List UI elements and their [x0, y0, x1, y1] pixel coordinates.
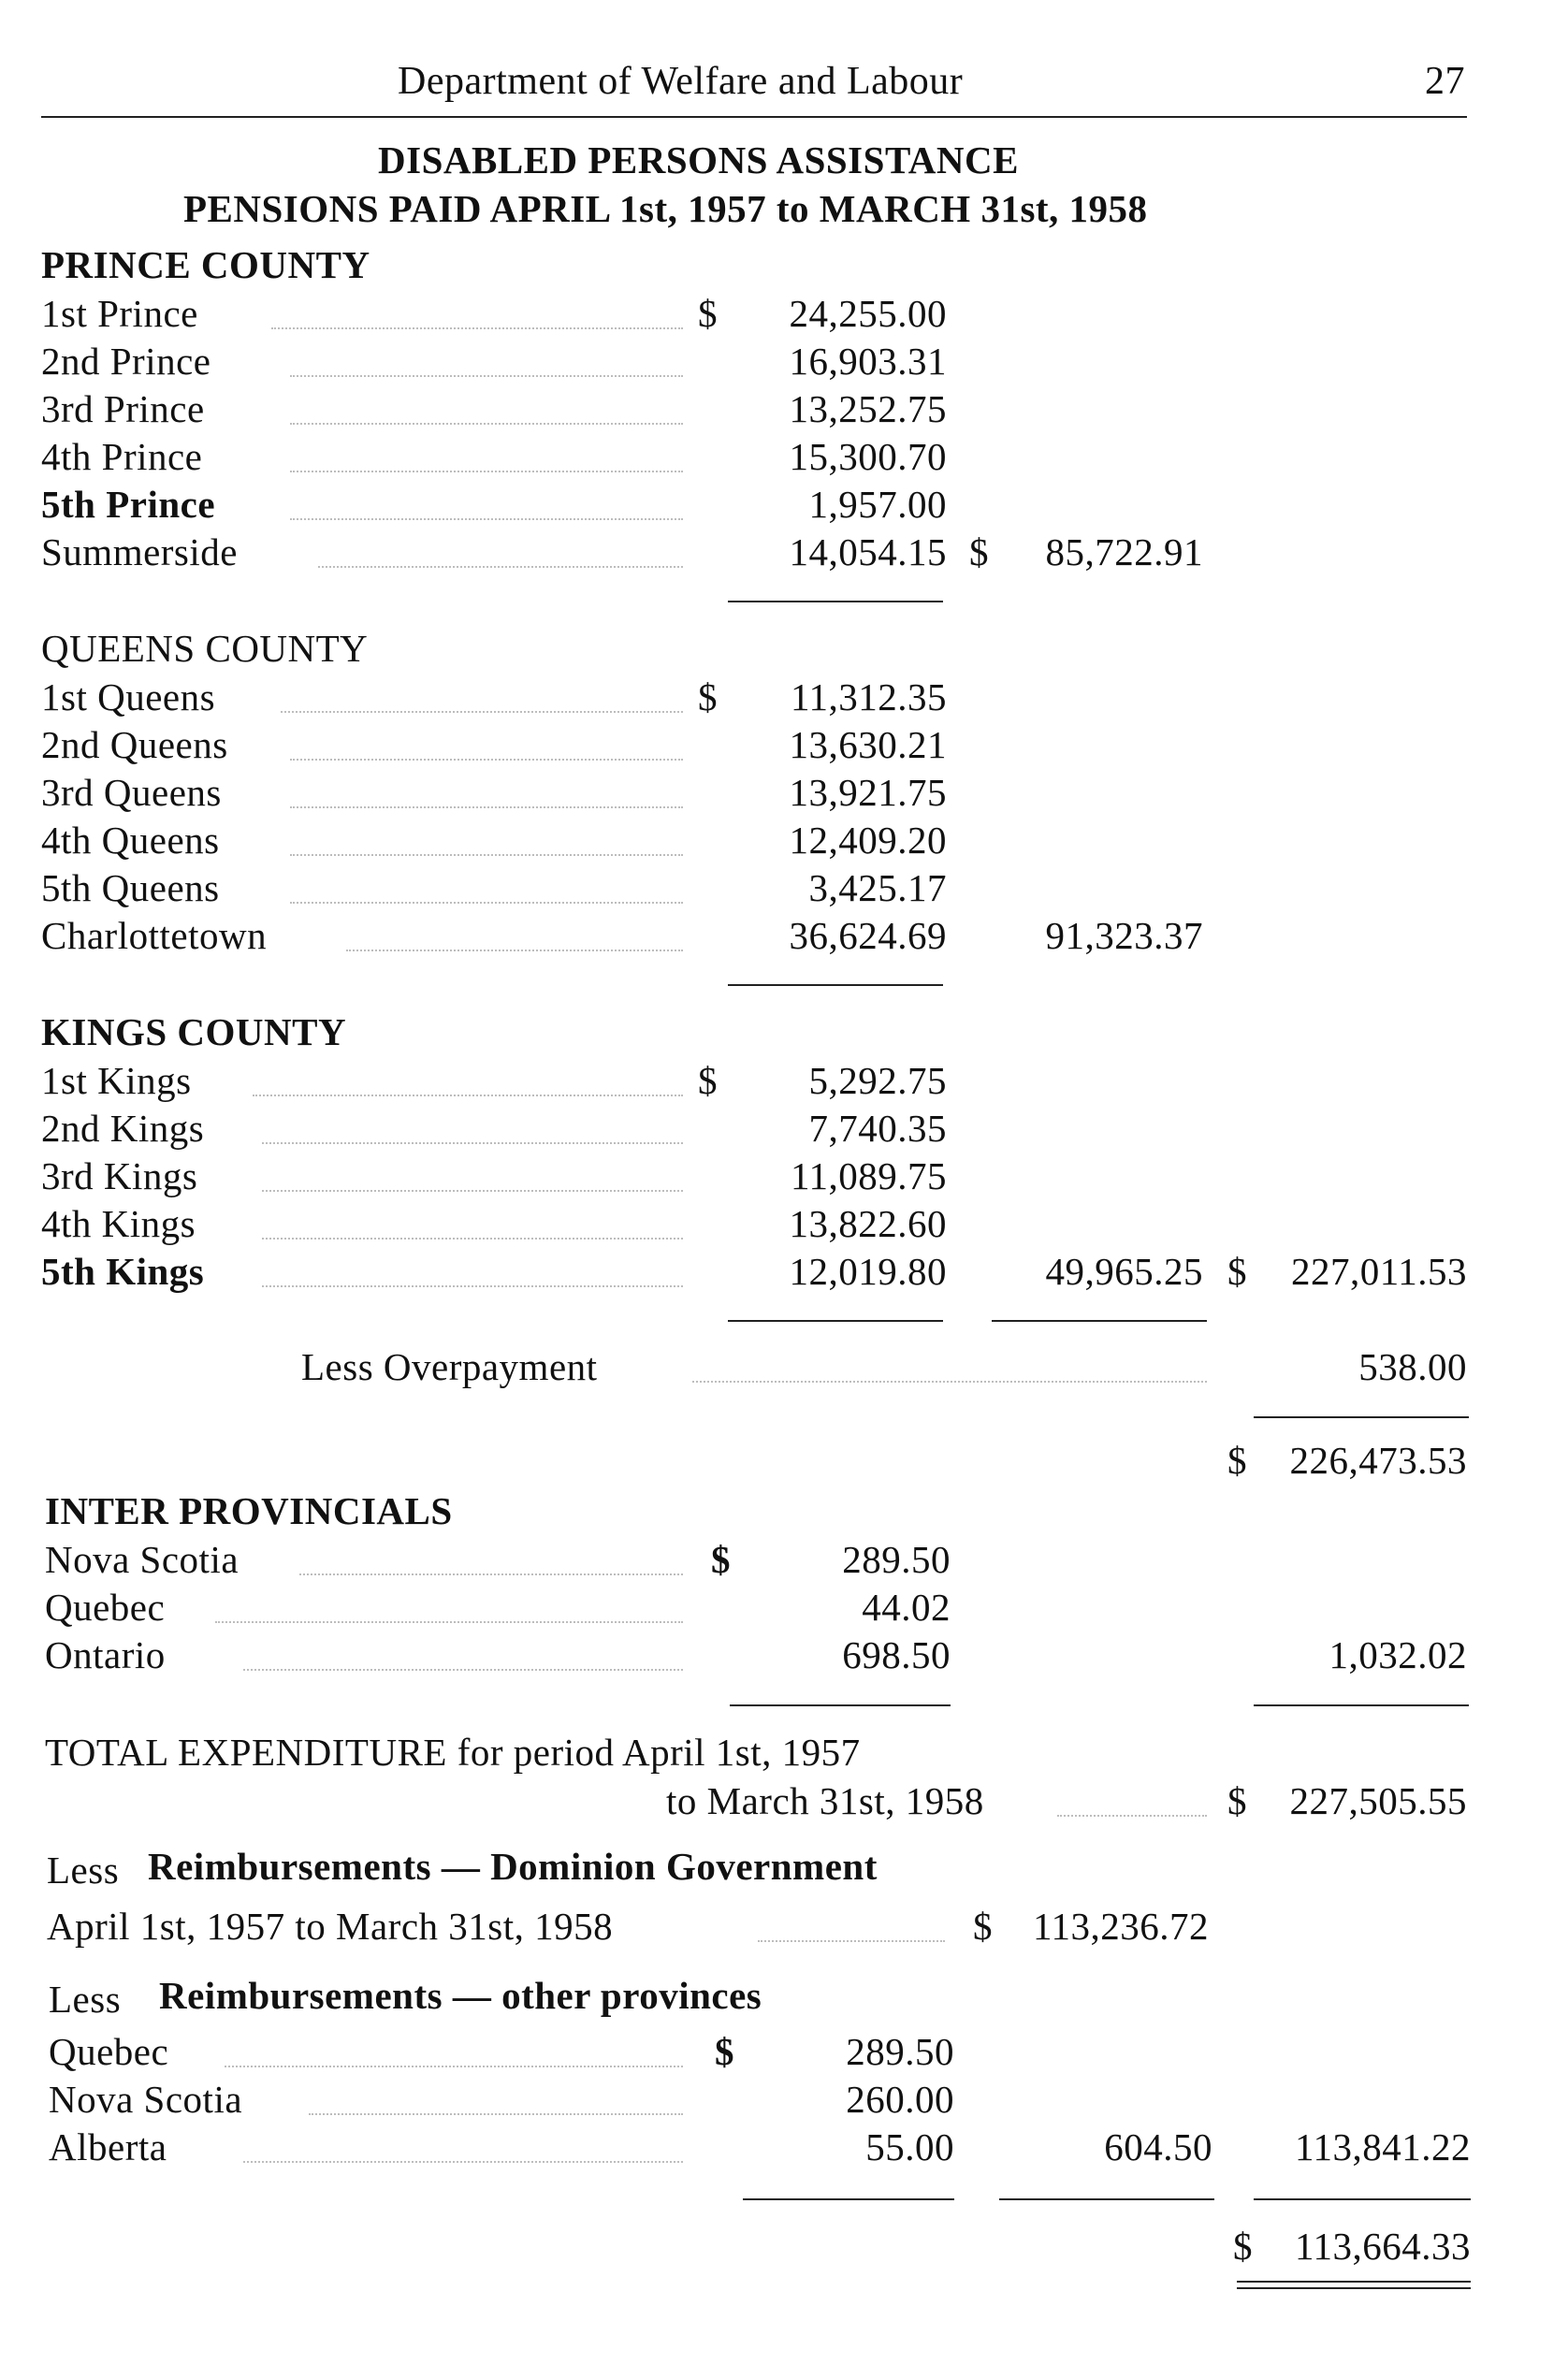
row-amount: 55.00: [865, 2125, 954, 2168]
row-label: 4th Queens: [41, 819, 220, 862]
row-amount: 3,425.17: [808, 866, 947, 909]
column-rule: [730, 1704, 951, 1706]
row-amount: 260.00: [846, 2078, 954, 2121]
net-total-amount: 226,473.53: [1289, 1439, 1467, 1482]
row-amount: 5,292.75: [808, 1059, 947, 1102]
title-line-1: DISABLED PERSONS ASSISTANCE: [378, 138, 1019, 181]
dollar-sign: $: [698, 292, 718, 335]
column-rule: [1254, 1416, 1469, 1418]
section-heading-kings: KINGS COUNTY: [41, 1010, 347, 1053]
row-amount: 13,921.75: [789, 771, 947, 814]
row-label: Nova Scotia: [49, 2078, 243, 2121]
leader-dots: [318, 566, 683, 568]
dollar-sign: $: [1233, 2225, 1253, 2268]
row-amount: 13,252.75: [789, 387, 947, 430]
leader-dots: [262, 1238, 683, 1240]
title-line-2: PENSIONS PAID APRIL 1st, 1957 to MARCH 31st, 1958: [183, 187, 1148, 230]
leader-dots: [262, 1285, 683, 1287]
double-rule: [1237, 2281, 1471, 2289]
row-label: 1st Kings: [41, 1059, 192, 1102]
ledger-row: [0, 2078, 1568, 2124]
row-amount: 44.02: [862, 1586, 951, 1629]
section-heading-inter: INTER PROVINCIALS: [45, 1489, 453, 1532]
total-amount: 227,011.53: [1291, 1250, 1467, 1293]
row-amount: 15,300.70: [789, 435, 947, 478]
row-amount: 16,903.31: [789, 340, 947, 383]
ledger-row: [0, 1059, 1568, 1106]
leader-dots: [290, 423, 683, 425]
leader-dots: [243, 2161, 683, 2163]
reimb-other-heading: Reimbursements — other provinces: [159, 1974, 762, 2017]
ledger-row: [0, 2030, 1568, 2077]
row-amount: 289.50: [842, 1538, 951, 1581]
row-label: 1st Prince: [41, 292, 198, 335]
row-amount: 24,255.00: [789, 292, 947, 335]
total-amount: 1,032.02: [1328, 1633, 1467, 1676]
row-amount: 12,019.80: [789, 1250, 947, 1293]
ledger-row: [0, 387, 1568, 434]
dollar-sign: $: [715, 2030, 734, 2073]
leader-dots: [215, 1621, 683, 1623]
ledger-row: [0, 819, 1568, 865]
expenditure-amount: 227,505.55: [1289, 1779, 1467, 1822]
row-label: Quebec: [49, 2030, 169, 2073]
dollar-sign: $: [698, 675, 718, 718]
subtotal-amount: 49,965.25: [1045, 1250, 1203, 1293]
section-heading-prince: PRINCE COUNTY: [41, 243, 370, 286]
dollar-sign: $: [698, 1059, 718, 1102]
subtotal-amount: 604.50: [1104, 2125, 1212, 2168]
overpayment-label: Less Overpayment: [301, 1345, 598, 1388]
ledger-row: [0, 1107, 1568, 1153]
expenditure-line-2: to March 31st, 1958: [666, 1779, 984, 1822]
leader-dots: [290, 902, 683, 904]
row-label: 3rd Kings: [41, 1154, 198, 1197]
ledger-row: [0, 1202, 1568, 1249]
row-amount: 11,089.75: [791, 1154, 947, 1197]
row-amount: 14,054.15: [789, 530, 947, 573]
row-label: 3rd Prince: [41, 387, 205, 430]
row-label: 1st Queens: [41, 675, 216, 718]
leader-dots: [290, 854, 683, 856]
row-amount: 12,409.20: [789, 819, 947, 862]
ledger-row: [0, 530, 1568, 577]
reimb-dominion-period: April 1st, 1957 to March 31st, 1958: [47, 1905, 614, 1948]
leader-dots: [299, 1573, 683, 1575]
ledger-row: [0, 1538, 1568, 1585]
leader-dots: [262, 1190, 683, 1192]
row-amount: 698.50: [842, 1633, 951, 1676]
row-label: 2nd Queens: [41, 723, 228, 766]
ledger-row: [0, 1586, 1568, 1632]
row-amount: 13,822.60: [789, 1202, 947, 1245]
column-rule: [1254, 2198, 1471, 2200]
leader-dots: [271, 327, 683, 329]
subtotal-amount: 91,323.37: [1045, 914, 1203, 957]
row-label: Alberta: [49, 2125, 167, 2168]
leader-dots: [225, 2066, 683, 2067]
ledger-row: [0, 1250, 1568, 1297]
row-amount: 11,312.35: [791, 675, 947, 718]
row-label: 2nd Prince: [41, 340, 211, 383]
reimb-dominion-less: Less: [47, 1849, 120, 1892]
column-rule: [728, 1320, 943, 1322]
dollar-sign: $: [711, 1538, 731, 1581]
ledger-row: [0, 2125, 1568, 2172]
ledger-row: [0, 483, 1568, 529]
ledger-row: [0, 675, 1568, 722]
dollar-sign: $: [969, 530, 989, 573]
final-amount: 113,664.33: [1295, 2225, 1471, 2268]
ledger-row: [0, 723, 1568, 770]
row-label: 3rd Queens: [41, 771, 222, 814]
reimb-other-less: Less: [49, 1978, 122, 2021]
ledger-row: [0, 435, 1568, 482]
header-rule: [41, 116, 1467, 118]
column-rule: [743, 2198, 954, 2200]
column-rule: [1254, 1704, 1469, 1706]
leader-dots: [758, 1940, 945, 1942]
column-rule: [999, 2198, 1214, 2200]
reimb-dominion-amount: 113,236.72: [1033, 1905, 1209, 1948]
subtotal-amount: 85,722.91: [1045, 530, 1203, 573]
row-label: Nova Scotia: [45, 1538, 240, 1581]
row-amount: 1,957.00: [808, 483, 947, 526]
dollar-sign: $: [1227, 1439, 1247, 1482]
ledger-row: [0, 1633, 1568, 1680]
row-amount: 7,740.35: [808, 1107, 947, 1150]
row-amount: 289.50: [846, 2030, 954, 2073]
ledger-row: [0, 292, 1568, 339]
leader-dots: [290, 759, 683, 761]
dollar-sign: $: [1227, 1250, 1247, 1293]
ledger-row: [0, 914, 1568, 961]
leader-dots: [290, 375, 683, 377]
ledger-row: [0, 866, 1568, 913]
row-label: 4th Prince: [41, 435, 203, 478]
ledger-row: [0, 1154, 1568, 1201]
leader-dots: [243, 1669, 683, 1671]
leader-dots: [290, 806, 683, 808]
row-amount: 36,624.69: [789, 914, 947, 957]
row-label: Summerside: [41, 530, 238, 573]
column-rule: [728, 984, 943, 986]
leader-dots: [692, 1381, 1207, 1383]
overpayment-row: [0, 1345, 1568, 1392]
row-label: 2nd Kings: [41, 1107, 205, 1150]
section-heading-queens: QUEENS COUNTY: [41, 627, 369, 670]
row-label: 5th Kings: [41, 1250, 205, 1293]
leader-dots: [309, 2113, 683, 2115]
leader-dots: [1057, 1815, 1207, 1817]
leader-dots: [262, 1142, 683, 1144]
row-label: Charlottetown: [41, 914, 268, 957]
page-header-title: Department of Welfare and Labour: [398, 60, 964, 103]
row-label: 4th Kings: [41, 1202, 196, 1245]
ledger-row: [0, 771, 1568, 818]
leader-dots: [290, 471, 683, 472]
expenditure-line-1: TOTAL EXPENDITURE for period April 1st, 1957: [45, 1731, 861, 1774]
dollar-sign: $: [973, 1905, 993, 1948]
leader-dots: [253, 1095, 683, 1096]
page-number: 27: [1425, 60, 1465, 103]
total-amount: 113,841.22: [1295, 2125, 1471, 2168]
leader-dots: [346, 950, 683, 951]
dollar-sign: $: [1227, 1779, 1247, 1822]
column-rule: [992, 1320, 1207, 1322]
overpayment-amount: 538.00: [1358, 1345, 1467, 1388]
ledger-row: [0, 340, 1568, 386]
row-label: Ontario: [45, 1633, 166, 1676]
reimb-dominion-heading: Reimbursements — Dominion Government: [148, 1845, 878, 1888]
row-amount: 13,630.21: [789, 723, 947, 766]
row-label: 5th Prince: [41, 483, 216, 526]
leader-dots: [281, 711, 683, 713]
column-rule: [728, 601, 943, 602]
leader-dots: [290, 518, 683, 520]
row-label: 5th Queens: [41, 866, 220, 909]
row-label: Quebec: [45, 1586, 166, 1629]
